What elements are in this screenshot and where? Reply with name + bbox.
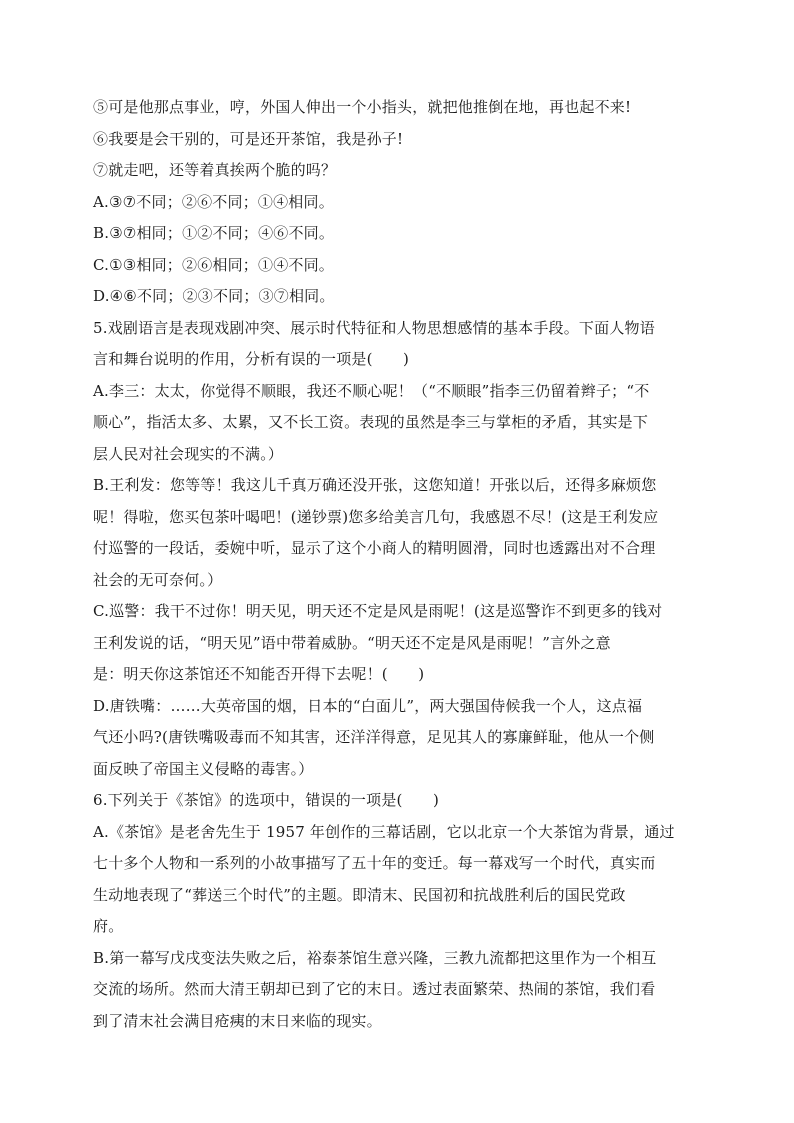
text-line: ⑦就走吧，还等着真挨两个脆的吗？ <box>93 161 337 179</box>
option-line: 是：明天你这茶馆还不知能否开得下去呢！( ) <box>93 665 425 683</box>
option-line: D.唐铁嘴：……大英帝国的烟，日本的“白面儿”，两大强国侍候我一个人，这点福 <box>93 696 643 715</box>
option-line: 气还小吗?(唐铁嘴吸毒而不知其害，还洋洋得意，足见其人的寡廉鲜耻，他从一个侧 <box>93 728 655 746</box>
option-line: 生动地表现了“葬送三个时代”的主题。即清末、民国初和抗战胜利后的国民党政 <box>93 885 626 904</box>
option-line: C.①③相同；②⑥相同；①④不同。 <box>93 255 335 274</box>
option-line: B.第一幕写戊戌变法失败之后，裕泰茶馆生意兴隆，三教九流都把这里作为一个相互 <box>93 948 657 967</box>
document-page <box>93 92 703 1037</box>
option-line: 到了清末社会满目疮痍的末日来临的现实。 <box>93 1011 382 1030</box>
option-line: 王利发说的话，“明天见”语中带着威胁。“明天还不定是风是雨呢！”言外之意 <box>93 633 611 652</box>
option-line: 社会的无可奈何。） <box>93 570 223 589</box>
option-line: 层人民对社会现实的不满。） <box>93 444 284 463</box>
option-line: 顺心”，指活太多、太累，又不长工资。表现的虽然是李三与掌柜的矛盾，其实是下 <box>93 413 649 431</box>
text-line: ⑥我要是会干别的，可是还开茶馆，我是孙子! <box>93 129 404 148</box>
option-line: B.王利发：您等等！我这儿千真万确还没开张，这您知道！开张以后，还得多麻烦您 <box>93 476 657 494</box>
option-line: A.李三：太太，你觉得不顺眼，我还不顺心呢！（“不顺眼”指李三仍留着辫子；“不 <box>93 381 650 400</box>
option-line: 付巡警的一段话，委婉中听，显示了这个小商人的精明圆滑，同时也透露出对不合理 <box>93 539 656 557</box>
question-line: 言和舞台说明的作用，分析有误的一项是( ) <box>93 350 410 368</box>
option-line: 交流的场所。然而大清王朝却已到了它的末日。透过表面繁荣、热闹的茶馆，我们看 <box>93 980 656 998</box>
question-line: 6.下列关于《茶馆》的选项中，错误的一项是( ) <box>93 791 440 809</box>
option-line: 府。 <box>93 917 124 935</box>
option-line: A.《茶馆》是老舍先生于 1957 年创作的三幕话剧，它以北京一个大茶馆为背景，通过 <box>93 822 675 841</box>
option-line: 呢！得啦，您买包茶叶喝吧！(递钞票)您多给美言几句，我感恩不尽！(这是王利发应 <box>93 507 659 526</box>
question-line: 5.戏剧语言是表现戏剧冲突、展示时代特征和人物思想感情的基本手段。下面人物语 <box>93 318 655 337</box>
text-line: ⑤可是他那点事业，哼，外国人伸出一个小指头，就把他推倒在地，再也起不来! <box>93 98 632 116</box>
option-line: B.③⑦相同；①②不同；④⑥不同。 <box>93 224 335 242</box>
option-line: 七十多个人物和一系列的小故事描写了五十年的变迁。每一幕戏写一个时代，真实而 <box>93 854 656 872</box>
option-line: D.④⑥不同；②③不同；③⑦相同。 <box>93 287 335 305</box>
option-line: A.③⑦不同；②⑥不同；①④相同。 <box>93 192 334 211</box>
option-line: 面反映了帝国主义侵略的毒害。） <box>93 759 314 778</box>
option-line: C.巡警：我干不过你！明天见，明天还不定是风是雨呢！(这是巡警诈不到更多的钱对 <box>93 602 663 620</box>
